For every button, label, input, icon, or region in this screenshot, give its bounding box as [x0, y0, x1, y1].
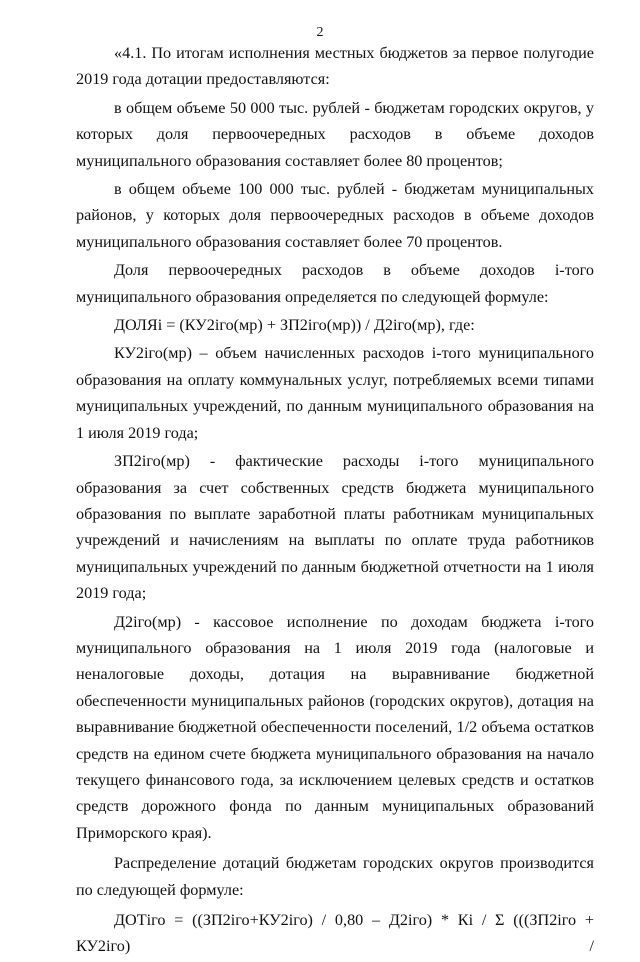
paragraph-city-districts: в общем объеме 50 000 тыс. рублей - бюджетам городских округов, у которых доля первоочередных расходов в объеме доходов муниципального образования составляет более 80 процентов;	[76, 98, 594, 170]
paragraph-distribution: Распределение дотаций бюджетам городских округов производится по следующей формуле:	[76, 854, 594, 899]
paragraph-municipal-districts: в общем объеме 100 000 тыс. рублей - бюджетам муниципальных районов, у которых доля первоочередных расходов в объеме доходов муниципального образования составляет более 70 процентов.	[76, 180, 594, 251]
document-body	[76, 40, 594, 962]
paragraph-intro: «4.1. По итогам исполнения местных бюджетов за первое полугодие 2019 года дотации предоставляются:	[76, 44, 594, 89]
formula-share: ДОЛЯi = (КУ2iго(мр) + ЗП2iго(мр)) / Д2iго(мр), где:	[114, 316, 475, 335]
formula-distribution: ДОТiго = ((ЗП2iго+КУ2iго) / 0,80 – Д2iго) * Кi / Σ (((ЗП2iго + КУ2iго) /	[76, 911, 594, 956]
paragraph-share-definition: Доля первоочередных расходов в объеме доходов i-того муниципального образования определяется по следующей формуле:	[76, 261, 594, 306]
paragraph-zp-definition: ЗП2iго(мр) - фактические расходы i-того муниципального образования за счет собственных средств бюджета муниципального образования по выплате заработной платы работникам муниципальных учреждений и начислениям на выплаты по оплате труда работников муниципальных учреждений по данным бюджетной отчетности на 1 июля 2019 года;	[76, 452, 594, 603]
paragraph-ku-definition: КУ2iго(мр) – объем начисленных расходов i-того муниципального образования на оплату коммунальных услуг, потребляемых всеми типами муниципальных учреждений, по данным муниципального образования на 1 июля 2019 года;	[76, 344, 594, 442]
paragraph-d-definition: Д2iго(мр) - кассовое исполнение по доходам бюджета i-того муниципального образования на 1 июля 2019 года (налоговые и неналоговые доходы, дотация на выравнивание бюджетной обеспеченности муниципальных районов (городских округов), дотация на выравнивание бюджетной обеспеченности поселений, 1/2 объема остатков средств на едином счете бюджета муниципального образования на начало текущего финансового года, за исключением целевых средств и остатков средств дорожного фонда по данным муниципальных образований Приморского края).	[76, 612, 594, 842]
page-number: 2	[316, 25, 324, 40]
